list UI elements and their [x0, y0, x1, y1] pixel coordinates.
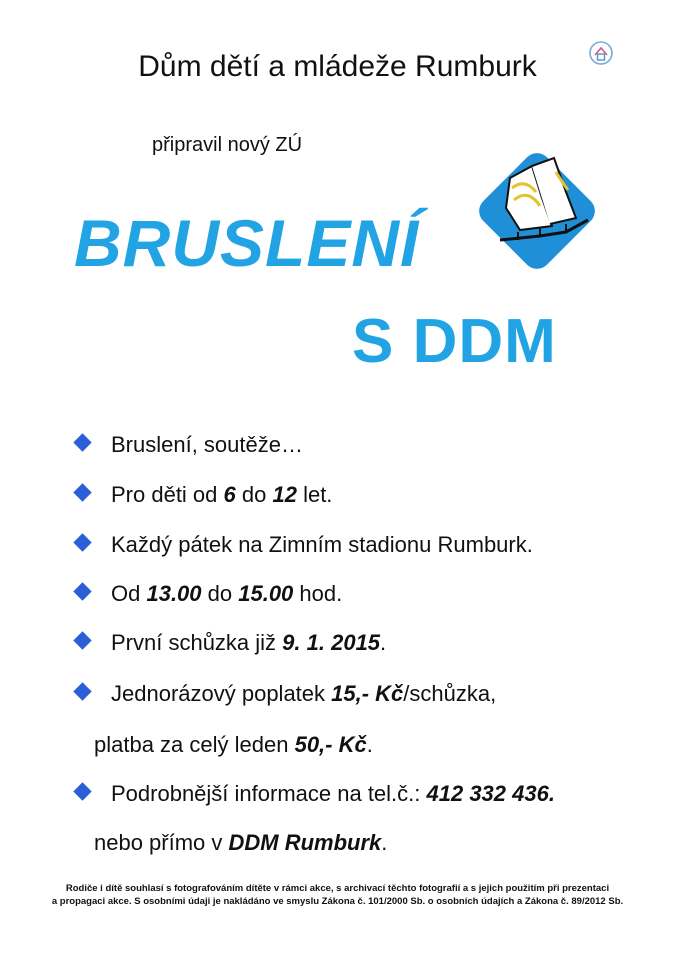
subtitle: připravil nový ZÚ	[152, 134, 303, 156]
list-item-continuation: platba za celý leden 50,- Kč.	[94, 732, 373, 757]
diamond-bullet-icon	[73, 582, 91, 600]
diamond-bullet-icon	[73, 782, 91, 800]
list-item-continuation: nebo přímo v DDM Rumburk.	[94, 830, 388, 855]
diamond-bullet-icon	[73, 682, 91, 700]
diamond-bullet-icon	[73, 433, 91, 451]
list-item: Každý pátek na Zimním stadionu Rumburk.	[72, 532, 533, 558]
ddm-logo-icon	[588, 40, 614, 66]
list-item: Jednorázový poplatek 15,- Kč/schůzka,	[72, 681, 496, 707]
diamond-bullet-icon	[73, 483, 91, 501]
footer-line-2: a propagaci akce. S osobními údaji je nakládáno ve smyslu Zákona č. 101/2000 Sb. o osobních údajích a Zákona č. 89/2012 Sb.	[51, 896, 624, 907]
list-item: Pro děti od 6 do 12 let.	[72, 482, 332, 508]
list-item: Od 13.00 do 15.00 hod.	[72, 581, 342, 607]
ice-skates-icon	[470, 148, 605, 273]
headline-line-1: BRUSLENÍ	[74, 206, 420, 280]
list-item: Bruslení, soutěže…	[72, 432, 303, 458]
diamond-bullet-icon	[73, 533, 91, 551]
organization-title: Dům dětí a mládeže Rumburk	[138, 50, 537, 83]
list-item: Podrobnější informace na tel.č.: 412 332 436.	[72, 781, 555, 807]
footer-line-1: Rodiče i dítě souhlasí s fotografováním dítěte v rámci akce, s archivací těchto fotografií a s jejich použitím při prezentaci	[65, 883, 610, 894]
consent-footer	[0, 882, 675, 908]
headline-line-2: S DDM	[352, 307, 557, 376]
list-item: První schůzka již 9. 1. 2015.	[72, 630, 386, 656]
diamond-bullet-icon	[73, 631, 91, 649]
